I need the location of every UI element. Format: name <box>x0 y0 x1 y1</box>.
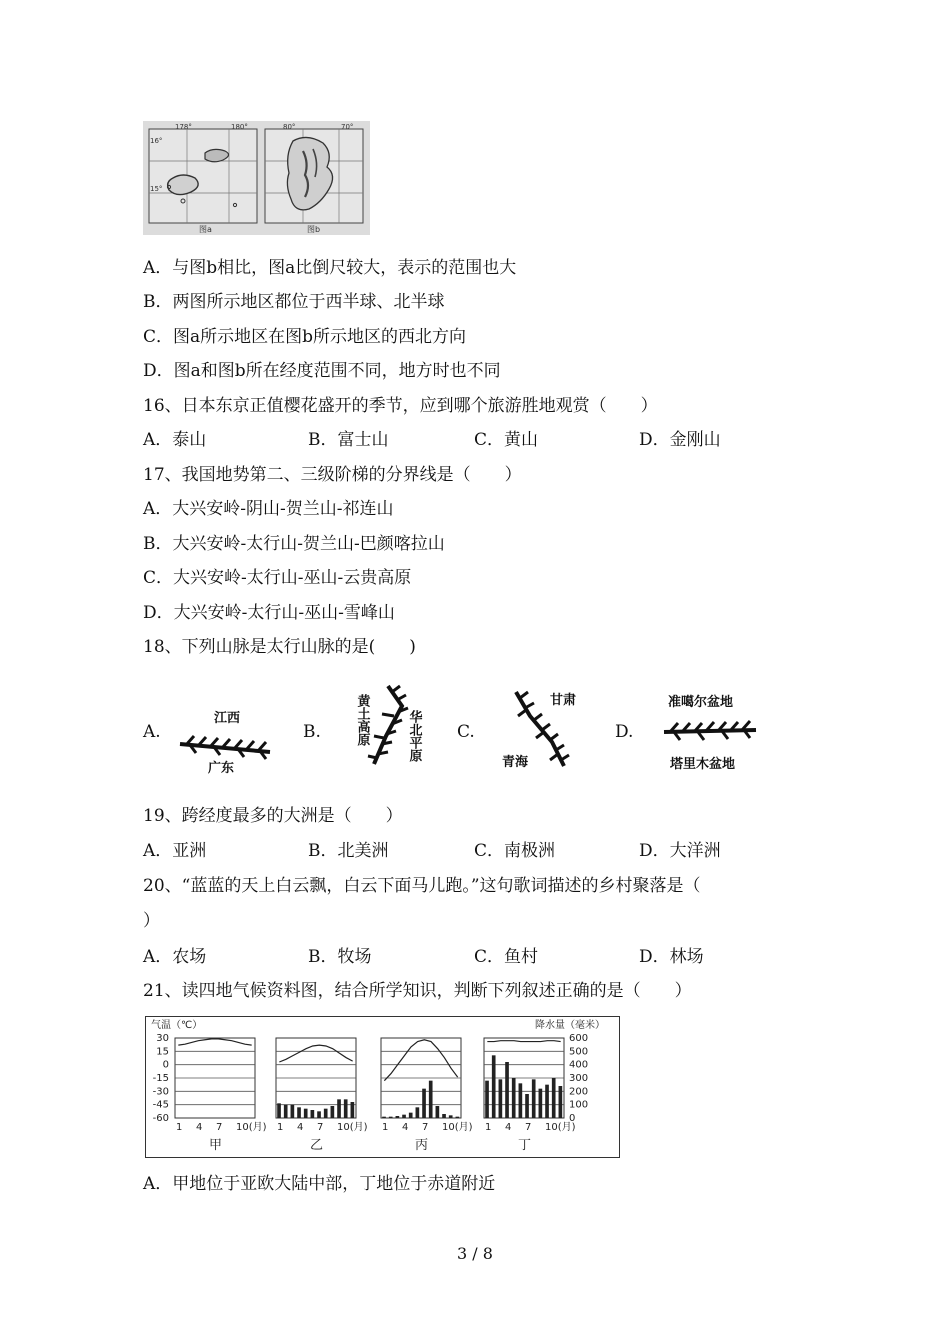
map-b-lon-left: 80° <box>283 123 296 131</box>
chart-title-left: 气温（℃） <box>151 1020 203 1031</box>
chart-title-right: 降水量（毫米） <box>535 1020 605 1031</box>
month-tick-label: 7 <box>216 1122 223 1133</box>
month-tick-label: 7 <box>317 1122 324 1133</box>
precip-tick-label: 400 <box>569 1059 589 1071</box>
q18-mountain-a <box>170 700 280 780</box>
q19-option-c: C．南极洲 <box>474 841 556 861</box>
month-tick-label: 10(月) <box>236 1122 267 1133</box>
q17-option-a: A．大兴安岭-阴山-贺兰山-祁连山 <box>143 499 394 519</box>
q20-option-d: D．林场 <box>639 947 704 967</box>
q18-a-label-north: 江西 <box>214 711 241 726</box>
precip-bar <box>559 1086 563 1118</box>
q15-option-d: D．图a和图b所在经度范围不同，地方时也不同 <box>143 361 501 381</box>
precip-bar <box>552 1078 556 1118</box>
precip-bar <box>344 1099 348 1118</box>
precip-bar <box>291 1105 295 1118</box>
q20-stem-line1: 20、“蓝蓝的天上白云飘，白云下面马儿跑。”这句歌词描述的乡村聚落是（ <box>143 876 701 896</box>
q17-option-c: C．大兴安岭-太行山-巫山-云贵高原 <box>143 568 412 588</box>
month-tick-label: 10(月) <box>545 1122 576 1133</box>
q18-c-label-south: 青海 <box>502 755 529 770</box>
temp-tick-label: 15 <box>156 1046 169 1058</box>
q20-option-b: B．牧场 <box>308 947 372 967</box>
q18-mountain-b <box>330 676 440 776</box>
precip-bar <box>532 1079 536 1118</box>
precip-bar <box>277 1103 281 1118</box>
q16-stem: 16、日本东京正值樱花盛开的季节，应到哪个旅游胜地观赏（ ） <box>143 396 658 416</box>
q20-option-c: C．鱼村 <box>474 947 539 967</box>
precip-bar <box>284 1105 288 1118</box>
q16-option-d: D．金刚山 <box>639 430 721 450</box>
q17-stem: 17、我国地势第二、三级阶梯的分界线是（ ） <box>143 465 522 485</box>
map-b-label: 图b <box>307 225 321 234</box>
month-tick-label: 4 <box>297 1122 304 1133</box>
month-tick-label: 1 <box>277 1122 284 1133</box>
q18-a-label-south: 广东 <box>208 761 235 776</box>
q16-option-a: A．泰山 <box>143 430 207 450</box>
q18-b-label-east: 华北平原 <box>406 710 422 762</box>
page-number: 3 / 8 <box>457 1244 493 1263</box>
precip-bar <box>389 1117 393 1118</box>
precip-bar <box>297 1107 301 1118</box>
map-a-lat-top: 16° <box>150 137 163 145</box>
map-figure <box>143 121 370 235</box>
month-tick-label: 7 <box>525 1122 532 1133</box>
month-tick-label: 4 <box>402 1122 409 1133</box>
q20-stem-line2: ） <box>143 911 160 931</box>
precip-bar <box>402 1115 406 1118</box>
temp-tick-label: 0 <box>162 1059 169 1071</box>
q18-d-label-north: 准噶尔盆地 <box>668 695 734 710</box>
precip-bar <box>456 1117 460 1118</box>
precip-bar <box>317 1111 321 1118</box>
climate-chart-svg <box>145 1016 620 1158</box>
q20-option-a: A．农场 <box>143 947 207 967</box>
q21-stem: 21、读四地气候资料图，结合所学知识，判断下列叙述正确的是（ ） <box>143 981 692 1001</box>
q18-stem: 18、下列山脉是太行山脉的是( ) <box>143 637 416 657</box>
q16-option-b: B．富士山 <box>308 430 389 450</box>
q21-option-a: A．甲地位于亚欧大陆中部，丁地位于赤道附近 <box>143 1174 496 1194</box>
map-a-lon-left: 178° <box>175 123 192 131</box>
q18-mountain-c-svg <box>496 682 596 778</box>
q18-letter-a: A. <box>143 722 161 742</box>
q17-option-b: B．大兴安岭-太行山-贺兰山-巴颜喀拉山 <box>143 534 445 554</box>
precip-bar <box>382 1117 386 1118</box>
panel-name: 丙 <box>415 1138 429 1153</box>
q18-letter-d: D. <box>615 722 634 742</box>
month-tick-label: 7 <box>422 1122 429 1133</box>
precip-bar <box>409 1113 413 1118</box>
precip-tick-label: 200 <box>569 1086 589 1098</box>
precip-bar <box>436 1106 440 1118</box>
q16-option-c: C．黄山 <box>474 430 539 450</box>
q18-mountain-a-svg <box>170 700 280 780</box>
q18-mountain-d-svg <box>656 688 766 778</box>
q18-letter-b: B. <box>303 722 321 742</box>
q19-option-a: A．亚洲 <box>143 841 207 861</box>
precip-tick-label: 500 <box>569 1046 589 1058</box>
precip-bar <box>396 1116 400 1118</box>
q18-mountain-d <box>656 688 766 778</box>
precip-bar <box>539 1089 543 1118</box>
q19-stem: 19、跨经度最多的大洲是（ ） <box>143 806 403 826</box>
month-tick-label: 10(月) <box>442 1122 473 1133</box>
precip-tick-label: 300 <box>569 1073 589 1084</box>
month-tick-label: 4 <box>505 1122 512 1133</box>
month-tick-label: 1 <box>485 1122 492 1133</box>
q17-option-d: D．大兴安岭-太行山-巫山-雪峰山 <box>143 603 395 623</box>
temp-tick-label: -15 <box>152 1073 169 1084</box>
precip-bar <box>519 1083 523 1118</box>
precip-bar <box>505 1062 509 1118</box>
month-tick-label: 1 <box>382 1122 389 1133</box>
q19-option-b: B．北美洲 <box>308 841 389 861</box>
q15-option-a: A．与图b相比，图a比倒尺较大，表示的范围也大 <box>143 258 517 278</box>
precip-bar <box>499 1079 503 1118</box>
precip-bar <box>304 1109 308 1118</box>
q18-mountain-b-svg <box>330 676 440 776</box>
temp-tick-label: -45 <box>152 1099 169 1111</box>
precip-bar <box>429 1081 433 1118</box>
precip-tick-label: 0 <box>569 1113 576 1124</box>
q15-option-b: B．两图所示地区都位于西半球、北半球 <box>143 292 445 312</box>
precip-bar <box>331 1106 335 1118</box>
map-b-lon-right: 70° <box>341 123 354 131</box>
month-tick-label: 4 <box>196 1122 203 1133</box>
precip-bar <box>485 1081 489 1118</box>
q18-c-label-north: 甘肃 <box>550 693 577 708</box>
panel-name: 甲 <box>209 1138 223 1153</box>
map-a-frame <box>149 129 257 223</box>
precip-tick-label: 600 <box>569 1033 589 1044</box>
precip-bar <box>545 1085 549 1118</box>
panel-name: 丁 <box>518 1138 532 1153</box>
precip-bar <box>337 1099 341 1118</box>
q18-b-label-west: 黄土高原 <box>354 694 370 746</box>
precip-bar <box>492 1055 496 1118</box>
precip-bar <box>351 1102 355 1118</box>
q18-mountain-c <box>496 682 596 778</box>
panel-name: 乙 <box>310 1138 324 1153</box>
map-figure-svg <box>143 121 370 235</box>
q18-letter-c: C. <box>457 722 475 742</box>
precip-bar <box>422 1089 426 1118</box>
precip-bar <box>442 1114 446 1118</box>
temp-tick-label: 30 <box>156 1033 169 1044</box>
q19-option-d: D．大洋洲 <box>639 841 721 861</box>
precip-bar <box>416 1107 420 1118</box>
precip-bar <box>311 1110 315 1118</box>
q15-option-c: C．图a所示地区在图b所示地区的西北方向 <box>143 327 467 347</box>
map-a-lat-bottom: 15° <box>150 185 163 193</box>
month-tick-label: 1 <box>176 1122 183 1133</box>
map-a-lon-right: 180° <box>231 123 248 131</box>
temp-tick-label: -60 <box>152 1113 169 1124</box>
climate-chart <box>145 1016 620 1158</box>
q18-d-label-south: 塔里木盆地 <box>670 757 736 772</box>
map-a-label: 图a <box>199 225 212 234</box>
precip-bar <box>449 1115 453 1118</box>
precip-bar <box>324 1109 328 1118</box>
temp-tick-label: -30 <box>152 1086 169 1098</box>
precip-tick-label: 100 <box>569 1099 589 1111</box>
precip-bar <box>512 1078 516 1118</box>
month-tick-label: 10(月) <box>337 1122 368 1133</box>
precip-bar <box>525 1094 529 1118</box>
